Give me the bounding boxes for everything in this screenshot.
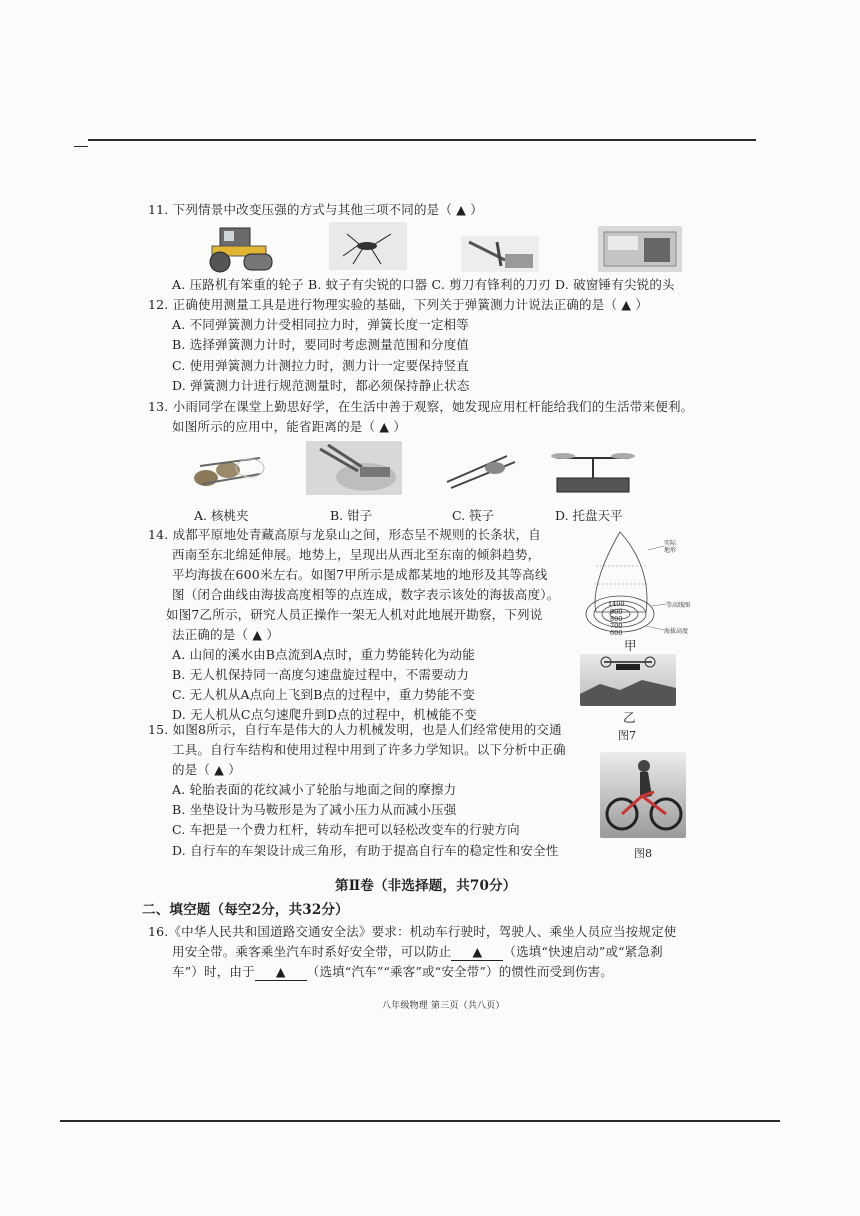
contour-map-figure [580,526,690,638]
road-roller-image [198,222,280,274]
contour-label-3: 800 [610,615,623,623]
q14-stem-l1: 14. 成都平原地处青藏高原与龙泉山之间，形态呈不规则的长条状，自 [148,527,541,542]
bottom-rule [60,1120,780,1122]
bicycle-photo [600,752,686,838]
side-label-contour: 等高线图 [666,602,691,609]
contour-label-1: 1400 [608,600,625,608]
q14-option-b: B. 无人机保持同一高度匀速盘旋过程中，不需要动力 [172,667,470,682]
q14-option-c: C. 无人机从A点向上飞到B点的过程中，重力势能不变 [172,687,475,702]
q13-caption-d: D. 托盘天平 [555,508,623,523]
scissors-image [461,236,539,272]
q13-caption-a: A. 核桃夹 [194,508,249,523]
top-rule-tick [74,146,88,147]
q13-stem-line1: 13. 小雨同学在课堂上勤思好学，在生活中善于观察，她发现应用杠杆能给我们的生活带来便利。 [148,399,694,414]
q14-stem-l2: 西南至东北绵延伸展。地势上，呈现出从西北至东南的倾斜趋势， [172,547,541,562]
q16-blank-1: ▲ [451,944,503,961]
q14-stem-l3: 平均海拔在600米左右。如图7甲所示是成都某地的地形及其等高线 [172,567,548,582]
fig7-jia-label: 甲 [624,638,637,653]
contour-label-2: 900 [610,608,623,616]
q16-line1: 16.《中华人民共和国道路交通安全法》要求：机动车行驶时，驾驶人、乘坐人员应当按规定使 [148,924,677,939]
q14-option-d: D. 无人机从C点匀速爬升到D点的过程中，机械能不变 [172,707,477,722]
q12-option-b: B. 选择弹簧测力计时，要同时考虑测量范围和分度值 [172,337,470,352]
contour-label-4: 700 [610,622,623,630]
q12-stem: 12. 正确使用测量工具是进行物理实验的基础，下列关于弹簧测力计说法正确的是（ ▲ ） [148,297,649,312]
q13-stem-line2: 如图所示的应用中，能省距离的是（ ▲ ） [172,419,407,434]
q11-stem: 11. 下列情景中改变压强的方式与其他三项不同的是（ ▲ ） [148,202,483,217]
q15-option-c: C. 车把是一个费力杠杆，转动车把可以轻松改变车的行驶方向 [172,822,520,837]
fig7-label: 图7 [618,729,636,742]
q12-option-d: D. 弹簧测力计进行规范测量时，都必须保持静止状态 [172,378,470,393]
page-footer: 八年级物理 第三页（共八页） [382,1001,505,1011]
nutcracker-image [180,444,268,496]
pliers-image [306,441,402,495]
section2-title: 第Ⅱ卷（非选择题，共70分） [335,878,517,894]
window-hammer-image [598,226,682,272]
section2-subtitle: 二、填空题（每空2分，共32分） [142,902,349,918]
q16-line2-text-b: （选填“快速启动”或“紧急刹 [503,944,663,959]
q13-caption-b: B. 钳子 [330,508,373,523]
q11-options: A. 压路机有笨重的轮子 B. 蚊子有尖锐的口器 C. 剪刀有锋利的刀刃 D. 破窗锤有尖锐的头 [172,277,675,292]
chopsticks-image [437,448,523,490]
fig8-label: 图8 [634,847,652,860]
contour-label-5: 600 [610,629,623,637]
q12-option-a: A. 不同弹簧测力计受相同拉力时，弹簧长度一定相等 [172,317,469,332]
q16-blank-2: ▲ [255,964,307,981]
q14-stem-l5: 如图7乙所示，研究人员正操作一架无人机对此地展开勘察，下列说 [166,607,543,622]
q16-line2 [172,944,663,961]
q15-option-a: A. 轮胎表面的花纹减小了轮胎与地面之间的摩擦力 [172,782,457,797]
q16-line2-text-a: 用安全带。乘客乘坐汽车时系好安全带，可以防止 [172,944,452,959]
q15-option-b: B. 坐垫设计为马鞍形是为了减小压力从而减小压强 [172,802,457,817]
q15-stem-l1: 15. 如图8所示，自行车是伟大的人力机械发明，也是人们经常使用的交通 [148,722,562,737]
top-rule [88,139,756,141]
mosquito-image [329,222,407,270]
side-label-elevation: 海拔高度 [664,628,689,635]
q14-stem-l6: 法正确的是（ ▲ ） [172,627,280,642]
q15-option-d: D. 自行车的车架设计成三角形，有助于提高自行车的稳定性和安全性 [172,843,559,858]
q13-caption-c: C. 筷子 [452,508,495,523]
q16-line3 [172,964,613,981]
q16-line3-text-b: （选填“汽车”“乘客”或“安全带”）的惯性而受到伤害。 [306,964,614,979]
q15-stem-l2: 工具。自行车结构和使用过程中用到了许多力学知识。以下分析中正确 [172,742,566,757]
side-label-terrain: 实际地形 [664,540,677,554]
q14-option-a: A. 山间的溪水由B点流到A点时，重力势能转化为动能 [172,647,475,662]
q16-line3-text-a: 车”）时，由于 [172,964,255,979]
fig7-yi-label: 乙 [623,710,636,725]
balance-scale-image [547,442,639,496]
q15-stem-l3: 的是（ ▲ ） [172,762,241,777]
drone-photo [580,654,676,706]
q12-option-c: C. 使用弹簧测力计测拉力时，测力计一定要保持竖直 [172,358,470,373]
q14-stem-l4: 图（闭合曲线由海拔高度相等的点连成，数字表示该处的海拔高度）。 [172,587,560,602]
